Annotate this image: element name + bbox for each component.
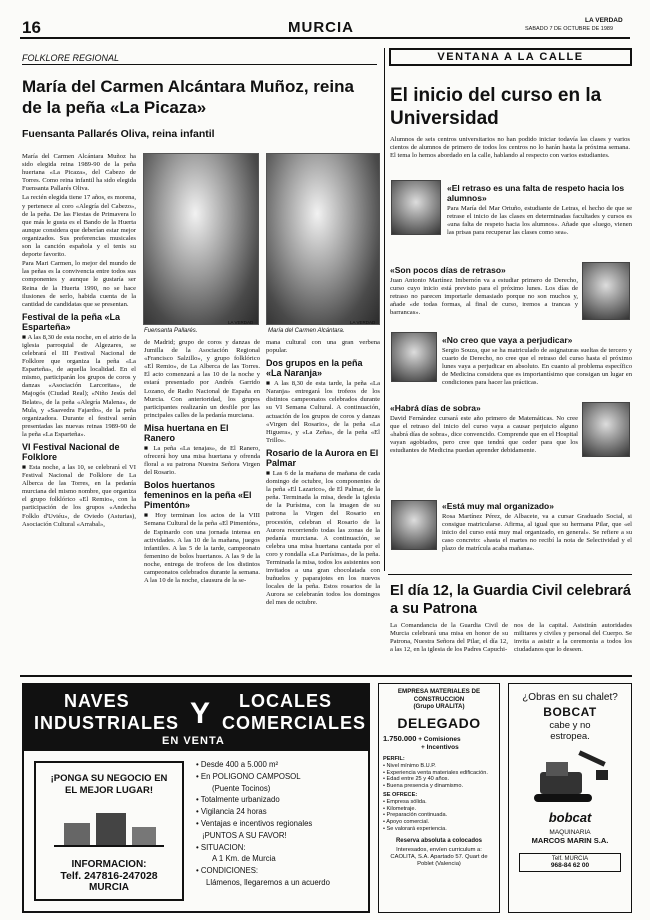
feature: A 1 Km. de Murcia <box>212 854 276 864</box>
subtitle: Fuensanta Pallarés Oliva, reina infantil <box>22 128 215 140</box>
perfil-item: • Nivel mínimo B.U.P. <box>383 762 436 769</box>
delegado-plus1: + Comisiones <box>418 736 461 743</box>
main-headline: María del Carmen Alcántara Muñoz, reina de la peña «La Picaza» <box>22 77 354 117</box>
paragraph: Sergio Souza, que se ha matriculado de asignaturas sueltas de tercero y cuarto de Derecho, no cree que el retraso del curso hasta el próximo lunes vaya a perjudicar en absoluto. En cuanto al problema específico de Medicina considera que es importantísimo que consigan un lugar en condiciones para hacer las prácticas. <box>442 347 632 387</box>
naves-features <box>196 759 366 889</box>
quote-1 <box>447 180 632 260</box>
paragraph: ■ A las 8,30 de esta noche, en el atrio de la iglesia parroquial de Algezares, se celebrará el III Festival Nacional de Folklore que organiza la peña «La Esparteña», de aquella localidad. En el mismo, participarán los grupos de coros y danzas «Asociación Larcoritas», de Majogós (Ciudad Real); «Niño Jesús del Belate», de la peña «Alegría Malena», de Mula, y «Saavedra Fajardo», de la peña organizadora. Durante el festival serán presentadas las nuevas reinas 1989-90 de la peña «La Esparteña». <box>22 333 136 438</box>
naves-phone: Telf. 247816-247028 <box>60 870 158 882</box>
industriales-word: INDUSTRIALES <box>34 713 180 733</box>
guardia-col-1 <box>390 622 508 674</box>
bobcat-tel-label: Telf. MURCIA <box>551 856 589 862</box>
paragraph: María del Carmen Alcántara Muñoz ha sido elegida reina 1989-90 de la peña huertana «La Picaza», del Cabezo de Torres. Como reina infantil ha sido elegida Fuensanta Pallarés Oliva. <box>22 153 136 193</box>
quote-heading: «Son pocos días de retraso» <box>390 265 506 275</box>
feature: • CONDICIONES: <box>196 866 259 876</box>
naves-banner <box>24 685 368 751</box>
paragraph: La Comandancia de la Guardia Civil de Murcia celebrará una misa en honor de su Patrona, Nuestra Señora del Pilar, el día 12, a las 12, en la iglesia de los Padres Capuchi- <box>390 622 508 654</box>
bobcat-dealer: MARCOS MARIN S.A. <box>531 836 609 845</box>
quote-heading: «No creo que vaya a perjudicar» <box>442 335 573 345</box>
paragraph: ■ A las 8,30 de esta tarde, la peña «La Naranja» entregará los trofeos de los distintos campeonatos celebrados durante su VI Semana Cultural. A continuación, actuación de los grupos de coros y danzas «Virgen del Rosario», de la peña «La Higuera», y «La Zeña», de la peña «El Trillo». <box>266 380 380 444</box>
info-label: INFORMACION: <box>71 859 147 870</box>
feature: Llámenos, llegaremos a un acuerdo <box>206 877 330 887</box>
en-venta: EN VENTA <box>162 735 225 747</box>
paragraph: ■ La peña «La tenajas», de El Ranero, ofrecerá hoy una misa huertana y ofrenda floral a su patrona Nuestra Señora Virgen del Rosario. <box>144 444 260 477</box>
naves-word: NAVES <box>64 691 130 711</box>
y-word: Y <box>190 697 211 730</box>
photo-maria-carmen <box>266 153 380 325</box>
photo-student-3 <box>391 332 437 382</box>
guardia-headline: El día 12, la Guardia Civil celebrará a su Patrona <box>390 583 631 617</box>
bobcat-question: ¿Obras en su chalet? <box>522 692 618 703</box>
feature: • SITUACION: <box>196 842 246 852</box>
delegado-reserva: Reserva absoluta a colocados <box>395 837 483 844</box>
paragraph: de Madrid; grupo de coros y danzas de Jumilla de la Asociación Regional «Francisco Salzillo», y grupo folklórico «El Remio», de La Alberca de las Torres. El acto comenzará a las 10 de la noche y estará presentado por Andrés Garrido Lozano, de Radio Nacional de España en Murcia. Con anterioridad, los grupos participantes realizarán un desfile por las principales calles de la pedanía murciana. <box>144 339 260 419</box>
vertical-divider <box>384 48 385 571</box>
page-date: SABADO 7 DE OCTUBRE DE 1989 <box>525 26 614 32</box>
perfil-item: • Buena presencia y dinamismo. <box>383 783 464 790</box>
paragraph: ■ Esta noche, a las 10, se celebrará el VI Festival Nacional de Folklore de La Alberca de las Torres, en la pedanía murciana del mismo nombre, que organiza el grupo folklórico «El Remio», con la participación de los grupos «Andecha Folklo d'Uviéu», de Oviedo (Asturias), Asociación Cultural «Arrabal», <box>22 464 136 528</box>
paragraph: Juan Antonio Martínez Imbernón va a estudiar primero de Derecho, curso cuyo inicio está previsto para el próximo lunes. Los días de retraso no parecen importarle demasiado porque no son muchos y, añade «de todas formas, al final de curso, iremos a trancas y barrancas». <box>390 277 578 317</box>
caption-fuensanta: Fuensanta Pallarés. <box>144 328 198 334</box>
ad-bobcat <box>508 683 632 913</box>
paragraph: ■ Hoy terminan los actos de la VIII Semana Cultural de la peña «El Pimentón», de Espinardo con una jornada intensa en actividades. A las 10 de la mañana, juegos infantiles. A las 5 de la tarde, campeonato femenino de bolos huertanos. A las 9 de la noche, entrega de trofeos de los distintos campeonatos celebrados durante la semana. A las 10 de la noche, clausura de la se- <box>144 512 260 585</box>
paragraph: ■ Las 6 de la mañana de mañana de cada domingo de octubre, los componentes de la peña «El Lazarico», de El Palmar, de la peña. Terminada la misa, desde la iglesia de la Purísima, con la imagen de su patrona la Virgen del Rosario en procesión, celebran el Rosario de la Aurora recorriendo todas las zonas de la pedanía murciana. A continuación, se celebra una misa huertana cantada por el coro y rondalla «La Purísima», de la peña. Terminada la misa, todos los asistentes son invitados a una gran chocolatada con buñuelos y paparajotes en los nuevos locales de la peña. Estos rosarios de la Aurora se celebrarán todos los domingos del mes de octubre. <box>266 469 380 607</box>
naves-slogan: ¡PONGA SU NEGOCIO EN EL MEJOR LUGAR! <box>50 773 168 796</box>
section-rule <box>388 574 632 575</box>
ofrece-heading: SE OFRECE: <box>383 791 418 798</box>
delegado-company: EMPRESA MATERIALES DE CONSTRUCCION <box>397 688 481 703</box>
comerciales-word: COMERCIALES <box>222 713 367 733</box>
rubric-rule <box>22 64 377 65</box>
paragraph: Para Mari Carmen, lo mejor del mundo de las peñas es la convivencia entre todos sus componentes y aunque le gustaría ser Reina de la Huerta 1990, no se hace ilusiones de serlo, habida cuenta de la cantidad de candidatas que se presentan. <box>22 260 136 308</box>
section-heading: Bolos huertanos femeninos en la peña «El Pimentón» <box>144 480 252 511</box>
feature: • En POLIGONO CAMPOSOL <box>196 771 301 781</box>
feature: • Vigilancia 24 horas <box>196 807 267 817</box>
paragraph: Para María del Mar Ortuño, estudiante de Letras, el hecho de que se retrase el inicio de las clases en determinadas facultades y cursos es «una falta de respeto hacia los alumnos». Añade que «luego, vienen las prisas para recuperar las clases como sea». <box>447 205 632 237</box>
right-intro <box>390 136 630 178</box>
bobcat-tel: 968-84 62 00 <box>550 862 590 869</box>
bobcat-tag1: cabe y no <box>549 720 591 731</box>
photo-student-5 <box>391 500 437 550</box>
ofrece-item: • Se valorará experiencia. <box>383 825 447 832</box>
feature: • Desde 400 a 5.000 m² <box>196 760 279 769</box>
naves-inner-box <box>34 761 184 901</box>
bobcat-phone-box <box>519 853 621 872</box>
naves-city: MURCIA <box>89 882 129 893</box>
section-heading: Dos grupos en la peña «La Naranja» <box>266 358 363 379</box>
photo-credit: LA VERDAD <box>350 320 376 325</box>
bobcat-brand: BOBCAT <box>543 705 597 719</box>
quote-3 <box>442 332 632 400</box>
delegado-plus2: + Incentivos <box>421 744 459 751</box>
buildings-icon <box>54 807 164 847</box>
delegado-salary-block <box>383 735 495 752</box>
quote-5 <box>442 498 632 572</box>
feature: (Puente Tocinos) <box>212 783 271 793</box>
delegado-title: DELEGADO <box>397 715 481 731</box>
paragraph: mana cultural con una gran verbena popular. <box>266 339 380 355</box>
locales-word: LOCALES <box>239 691 333 711</box>
paragraph: Rosa Martínez Pérez, de Albacete, va a cursar Graduado Social, si consigue matricularse. Afirma, al igual que su hermana Pilar, que «el inicio del curso está muy mal organizado, en general». Se refiere a su caso concreto: «hasta el martes no recibí la nota de Selectividad y el plazo de matrícula acaba mañana». <box>442 513 632 553</box>
left-col-3 <box>144 339 260 585</box>
ad-naves <box>22 683 370 913</box>
paragraph: David Fernández cursará este año primero de Matemáticas. No cree que el retraso del inicio del curso vaya a causar perjuicio alguno «habrá días de sobra», dice convencido. Comprende que en el Hospital vayan agobiados, pero cree que tendrá que ceder para que los estudiantes de Medicina puedan aprender debidamente. <box>390 415 578 455</box>
quote-heading: «Está muy mal organizado» <box>442 501 554 511</box>
delegado-contact: Interesados, envíen curriculum a: CAOLITA, S.A. Apartado 57. Quart de Poblet (Valencia) <box>390 846 488 867</box>
delegado-group: (Grupo URALITA) <box>413 703 465 710</box>
photo-credit: LA VERDAD <box>228 320 254 325</box>
guardia-col-2 <box>514 622 632 674</box>
feature: • Ventajas e incentivos regionales <box>196 818 313 828</box>
photo-student-2 <box>582 262 630 320</box>
header-rule <box>20 37 630 39</box>
photo-student-4 <box>582 402 630 457</box>
section-title: MURCIA <box>288 19 354 36</box>
excavator-icon <box>530 750 610 806</box>
perfil-item: • Experiencia venta materiales edificación. <box>383 769 488 776</box>
bobcat-logo: bobcat <box>548 810 592 825</box>
section-heading: Rosario de la Aurora en El Palmar <box>266 447 379 468</box>
quote-4 <box>390 400 578 498</box>
bobcat-maquinaria: MAQUINARIA <box>549 829 591 836</box>
left-col-4 <box>266 339 380 607</box>
left-col-1 <box>22 153 136 565</box>
quote-heading: «El retraso es una falta de respeto hacia los alumnos» <box>447 183 625 203</box>
feature: • Totalmente urbanizado <box>196 795 280 805</box>
ofrece-item: • Preparación continuada. <box>383 812 448 819</box>
caption-maria-carmen: María del Carmen Alcántara. <box>268 328 345 334</box>
paragraph: nos de la capital. Asistirán autoridades militares y civiles y personal del Cuerpo. Se invita a asistir a la ceremonia a todos los ciudadanos que lo deseen. <box>514 622 632 654</box>
ofrece-item: • Empresa sólida. <box>383 798 427 805</box>
quote-2 <box>390 262 578 332</box>
right-headline: El inicio del curso en la Universidad <box>390 85 602 129</box>
section-heading: Festival de la peña «La Esparteña» <box>22 311 121 332</box>
paper-name: LA VERDAD <box>585 17 623 24</box>
paragraph: La recién elegida tiene 17 años, es morena, y pertenece al coro «Alegría del Cabezo», de la peña. De las Fiestas de Primavera lo que más le gusta es el Bando de la Huerta aunque considera que deberían estar mejor organizados. Sus preferencias musicales son la canción española y el tenis su deporte favorito. <box>22 194 136 259</box>
feature: ¡PUNTOS A SU FAVOR! <box>202 830 287 840</box>
bobcat-tag2: estropea. <box>550 731 590 742</box>
photo-fuensanta <box>143 153 259 325</box>
delegado-perfil <box>383 756 495 833</box>
quote-heading: «Habrá días de sobra» <box>390 403 481 413</box>
photo-student-1 <box>391 180 441 235</box>
delegado-salary: 1.750.000 <box>383 734 417 743</box>
section-heading: Misa huertana en El Ranero <box>144 422 229 443</box>
perfil-heading: PERFIL: <box>383 756 405 762</box>
rubric: FOLKLORE REGIONAL <box>22 53 120 63</box>
ofrece-item: • Apoyo comercial. <box>383 819 430 826</box>
perfil-item: • Edad entre 25 y 40 años. <box>383 776 450 783</box>
ad-delegado <box>378 683 500 913</box>
ofrece-item: • Kilometraje. <box>383 805 417 812</box>
ventana-banner: VENTANA A LA CALLE <box>389 48 632 66</box>
page-number: 16 <box>22 18 41 37</box>
section-heading: VI Festival Nacional de Folklore <box>22 442 120 462</box>
paragraph: Alumnos de seis centros universitarios no han podido iniciar todavía las clases y varios cientos de alumnos de primero de todos los centros no lo harán hasta la próxima semana. El tema lo hemos abordado en la calle, hablando al respecto con varios estudiantes. <box>390 136 630 160</box>
ads-rule <box>20 675 632 677</box>
